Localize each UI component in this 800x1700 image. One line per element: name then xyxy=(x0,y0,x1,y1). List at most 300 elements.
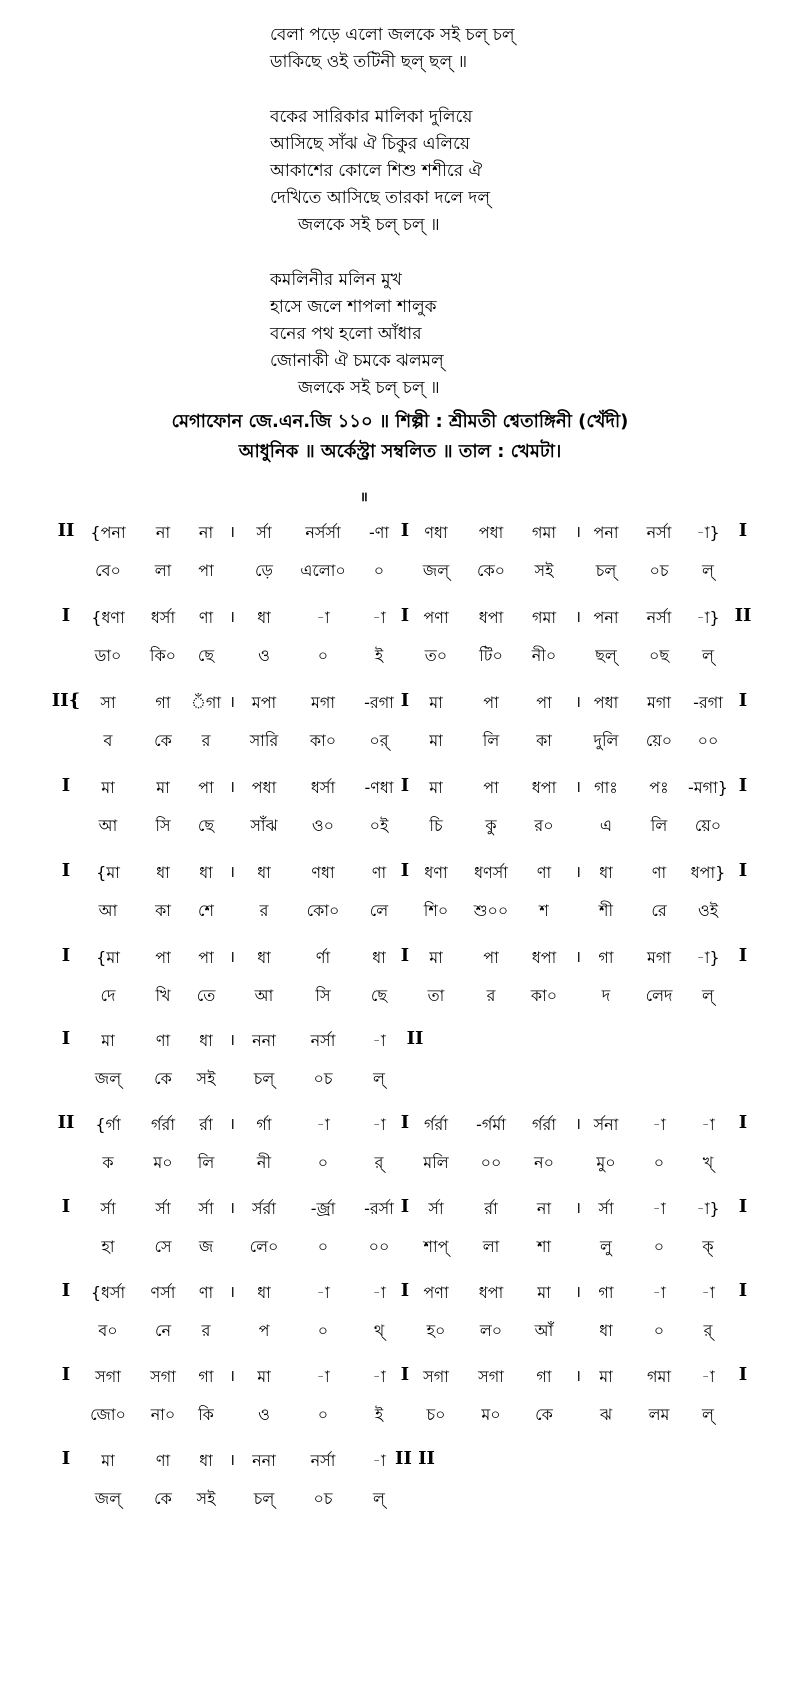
swara-note: ধণা xyxy=(424,863,448,882)
lyric-syllable: ছল্ xyxy=(595,646,617,665)
lyric-line: জোনাকী ঐ চমকে ঝলমল্ xyxy=(270,351,444,371)
swara-note: {র্গা xyxy=(95,1115,121,1134)
lyric-syllable: ছে xyxy=(197,646,215,665)
lyric-syllable: নী xyxy=(256,1153,272,1172)
lyric-syllable: এলো০ xyxy=(300,561,346,580)
lyric-syllable: নী০ xyxy=(531,646,557,665)
lyric-syllable: সাঁঝ xyxy=(250,816,278,835)
bar-line: I xyxy=(400,775,410,796)
swara-note: র্রা xyxy=(484,1199,498,1218)
lyric-syllable: ০ xyxy=(317,1237,329,1256)
swara-note: র্সা xyxy=(598,1199,614,1218)
lyric-syllable: লে xyxy=(369,901,389,920)
lyric-line: জলকে সই চল্ চল্ ॥ xyxy=(298,378,440,398)
notation-row xyxy=(0,775,800,845)
swara-note: -া xyxy=(372,1367,386,1386)
swara-note: মা xyxy=(101,778,115,797)
lyric-syllable: সারি xyxy=(249,731,279,750)
lyric-syllable: মু০ xyxy=(596,1153,616,1172)
swara-note: গা xyxy=(198,1367,214,1386)
swara-note: {পনা xyxy=(90,523,126,542)
swara-note: মা xyxy=(537,1283,551,1302)
lyric-syllable: দে xyxy=(100,986,116,1005)
swara-note: -া xyxy=(316,1115,330,1134)
lyric-syllable: লি xyxy=(197,1153,215,1172)
lyric-syllable: র xyxy=(486,986,496,1005)
lyric-syllable: চল্ xyxy=(595,561,617,580)
lyric-syllable: ০ছ xyxy=(648,646,670,665)
bar-line: । xyxy=(228,777,236,796)
lyric-syllable: সই xyxy=(196,1069,216,1088)
bar-line: । xyxy=(574,777,582,796)
swara-note: র্ণা xyxy=(315,948,331,967)
swara-note: ধর্সা xyxy=(150,608,176,627)
swara-line xyxy=(0,1196,800,1226)
bar-line: I xyxy=(738,1364,748,1385)
swara-note: মগা xyxy=(646,948,672,967)
swara-note: ণা xyxy=(651,863,667,882)
swara-note: মা xyxy=(257,1367,271,1386)
swara-note: মা xyxy=(101,1031,115,1050)
swara-note: ণা xyxy=(198,1283,214,1302)
bar-line: । xyxy=(574,947,582,966)
lyric-syllable: ল্ xyxy=(702,646,714,665)
bar-line: I xyxy=(400,860,410,881)
lyric-syllable: শী xyxy=(598,901,614,920)
notation-row xyxy=(0,1280,800,1350)
lyric-syllable: তে xyxy=(196,986,216,1005)
bar-line: II xyxy=(734,605,752,626)
swara-note: পণা xyxy=(423,608,449,627)
lyric-syllable: লা xyxy=(154,561,172,580)
genre-tala-info: আধুনিক ॥ অর্কেস্ট্রা সম্বলিত ॥ তাল : খেমটা। xyxy=(238,441,562,462)
swara-note: পা xyxy=(198,948,214,967)
lyric-syllable: ম০ xyxy=(481,1405,501,1424)
swara-note: পা xyxy=(198,778,214,797)
lyric-syllable: ০ xyxy=(373,561,385,580)
swara-note: পনা xyxy=(593,523,619,542)
bar-line: । xyxy=(574,862,582,881)
lyric-syllable: ক্ xyxy=(702,1237,714,1256)
swara-note: পা xyxy=(483,778,499,797)
notation-start-mark: ॥ xyxy=(360,490,368,505)
lyric-syllable: টি০ xyxy=(479,646,503,665)
bar-line: I xyxy=(61,945,71,966)
swara-line xyxy=(0,1028,800,1058)
lyric-syllable: কে xyxy=(154,731,172,750)
swara-note: -ণা xyxy=(368,523,390,542)
lyric-syllable-line xyxy=(0,558,800,588)
bar-line: । xyxy=(574,1114,582,1133)
lyric-syllable: সই xyxy=(196,1489,216,1508)
swara-note: -া} xyxy=(696,608,720,627)
swara-line xyxy=(0,605,800,635)
lyric-syllable: ০০ xyxy=(368,1237,390,1256)
notation-row xyxy=(0,520,800,590)
lyric-syllable: পা xyxy=(198,561,214,580)
notation-row xyxy=(0,1364,800,1434)
lyric-syllable: র্ xyxy=(374,1153,384,1172)
swara-note: পধা xyxy=(251,778,277,797)
lyric-syllable: ব xyxy=(103,731,113,750)
notation-row xyxy=(0,690,800,760)
lyric-syllable: র xyxy=(259,901,269,920)
lyric-syllable: কু xyxy=(485,816,497,835)
lyric-syllable-line xyxy=(0,983,800,1013)
lyric-syllable: য়ে০ xyxy=(645,731,673,750)
swara-note: নর্সা xyxy=(310,1031,336,1050)
bar-line: I xyxy=(738,945,748,966)
swara-note: মগা xyxy=(310,693,336,712)
swara-note: সগা xyxy=(150,1367,176,1386)
swara-note: -া xyxy=(701,1283,715,1302)
swara-note: -রগা xyxy=(693,693,723,712)
lyric-syllable: হা xyxy=(101,1237,115,1256)
lyric-syllable: কো০ xyxy=(306,901,340,920)
swara-note: র্সা xyxy=(256,523,272,542)
swara-note: ধা xyxy=(156,863,170,882)
swara-note: -রগা xyxy=(364,693,394,712)
swara-note: নর্সা xyxy=(646,523,672,542)
lyric-syllable: ০ xyxy=(317,1153,329,1172)
lyric-syllable: তা xyxy=(427,986,445,1005)
bar-line: II II xyxy=(395,1448,435,1469)
lyric-syllable: ক xyxy=(102,1153,114,1172)
lyric-syllable: সে xyxy=(154,1237,172,1256)
lyric-syllable: লি xyxy=(650,816,668,835)
bar-line: I xyxy=(400,690,410,711)
lyric-syllable: আ xyxy=(98,901,118,920)
bar-line: II{ xyxy=(51,690,81,711)
swara-note: গাঃ xyxy=(594,778,618,797)
swara-note: র্গা xyxy=(256,1115,272,1134)
swara-note: -া} xyxy=(696,1199,720,1218)
lyric-syllable: না০ xyxy=(150,1405,176,1424)
lyric-syllable: ড়ে xyxy=(255,561,273,580)
bar-line: I xyxy=(400,945,410,966)
lyric-syllable: নে xyxy=(154,1321,172,1340)
lyric-syllable: ছে xyxy=(197,816,215,835)
swara-line xyxy=(0,1448,800,1478)
swara-note: র্রা xyxy=(199,1115,213,1134)
bar-line: । xyxy=(574,1366,582,1385)
bar-line: I xyxy=(61,1028,71,1049)
swara-note: -া xyxy=(652,1115,666,1134)
swara-line xyxy=(0,1364,800,1394)
lyric-syllable: কে০ xyxy=(476,561,506,580)
swara-note: পা xyxy=(483,948,499,967)
lyric-syllable-line xyxy=(0,1066,800,1096)
lyric-syllable: লম xyxy=(648,1405,670,1424)
bar-line: । xyxy=(228,1282,236,1301)
bar-line: । xyxy=(228,862,236,881)
swara-note: র্সা xyxy=(155,1199,171,1218)
bar-line: । xyxy=(228,1030,236,1049)
bar-line: I xyxy=(61,1280,71,1301)
lyric-syllable: ঝ xyxy=(599,1405,613,1424)
bar-line: I xyxy=(61,860,71,881)
lyric-syllable: আ xyxy=(98,816,118,835)
lyric-syllable: ল্ xyxy=(702,1405,714,1424)
bar-line: I xyxy=(738,520,748,541)
lyric-syllable: জো০ xyxy=(90,1405,126,1424)
swara-note: -া xyxy=(372,1451,386,1470)
lyric-syllable: ০চ xyxy=(313,1069,333,1088)
swara-note: ধপা xyxy=(531,948,557,967)
notation-row xyxy=(0,1196,800,1266)
swara-note: -া xyxy=(372,608,386,627)
swara-note: ণর্সা xyxy=(150,1283,176,1302)
lyric-line: বনের পথ হলো আঁধার xyxy=(270,324,422,344)
lyric-syllable-line xyxy=(0,643,800,673)
swara-line xyxy=(0,945,800,975)
swara-note: পণা xyxy=(423,1283,449,1302)
swara-note: ধপা xyxy=(478,1283,504,1302)
bar-line: । xyxy=(228,1114,236,1133)
swara-note: -া xyxy=(372,1115,386,1134)
swara-note: -া xyxy=(701,1115,715,1134)
lyric-syllable: ল০ xyxy=(479,1321,503,1340)
lyric-syllable: ত০ xyxy=(424,646,448,665)
swara-line xyxy=(0,860,800,890)
lyric-syllable-line xyxy=(0,1234,800,1264)
bar-line: । xyxy=(574,692,582,711)
lyric-syllable: খ্ xyxy=(702,1153,714,1172)
swara-note: ঁগা xyxy=(190,693,222,712)
lyric-syllable: ছে xyxy=(370,986,388,1005)
lyric-syllable: ০র্ xyxy=(369,731,389,750)
swara-note: ধা xyxy=(372,948,386,967)
swara-note: -া xyxy=(316,608,330,627)
swara-note: পা xyxy=(155,948,171,967)
lyric-syllable: ০ xyxy=(653,1153,665,1172)
bar-line: I xyxy=(400,1112,410,1133)
swara-note: মা xyxy=(429,948,443,967)
bar-line: I xyxy=(738,1280,748,1301)
swara-note: -া xyxy=(372,1283,386,1302)
swara-note: -া xyxy=(652,1199,666,1218)
lyric-syllable: ০ই xyxy=(369,816,389,835)
swara-line xyxy=(0,1280,800,1310)
lyric-line: দেখিতে আসিছে তারকা দলে দল্ xyxy=(270,188,491,208)
bar-line: I xyxy=(400,1280,410,1301)
stanza-gap xyxy=(270,239,515,267)
lyric-syllable: লি xyxy=(482,731,500,750)
swara-note: র্সা xyxy=(428,1199,444,1218)
lyric-syllable: শু০০ xyxy=(473,901,509,920)
swara-note: {ধণা xyxy=(91,608,125,627)
lyric-syllable: ০০ xyxy=(480,1153,502,1172)
bar-line: । xyxy=(228,692,236,711)
swara-note: পনা xyxy=(593,608,619,627)
swara-note: পধা xyxy=(478,523,504,542)
lyric-syllable: ম০ xyxy=(153,1153,173,1172)
swara-note: -া xyxy=(372,1031,386,1050)
lyric-syllable: সি xyxy=(155,816,171,835)
swara-note: র্গর্রা xyxy=(151,1115,175,1134)
swara-note: পঃ xyxy=(649,778,669,797)
bar-line: । xyxy=(228,1366,236,1385)
swara-note: ণধা xyxy=(424,523,448,542)
swara-note: ণা xyxy=(155,1031,171,1050)
bar-line: I xyxy=(400,1196,410,1217)
swara-note: ণা xyxy=(536,863,552,882)
lyric-syllable-line xyxy=(0,1150,800,1180)
lyric-syllable: ০ xyxy=(653,1237,665,1256)
swara-note: র্সা xyxy=(100,1199,116,1218)
swara-note: র্গর্রা xyxy=(424,1115,448,1134)
swara-note: ধপা xyxy=(531,778,557,797)
lyric-syllable: ও০ xyxy=(311,816,335,835)
swara-note: না xyxy=(536,1199,552,1218)
lyric-syllable: চি xyxy=(429,816,443,835)
lyric-line: কমলিনীর মলিন মুখ xyxy=(270,270,402,290)
lyric-syllable-line xyxy=(0,728,800,758)
swara-note: র্সা xyxy=(198,1199,214,1218)
lyric-syllable: ও xyxy=(258,646,270,665)
swara-note: -া} xyxy=(696,948,720,967)
swara-note: {ধর্সা xyxy=(90,1283,126,1302)
bar-line: I xyxy=(61,1196,71,1217)
swara-note: পধা xyxy=(593,693,619,712)
lyric-syllable: ০ xyxy=(317,1405,329,1424)
bar-line: I xyxy=(738,1196,748,1217)
lyric-syllable: থ্ xyxy=(373,1321,385,1340)
swara-note: -ণধা xyxy=(364,778,394,797)
swara-note: -া xyxy=(701,1367,715,1386)
lyric-syllable: ল্ xyxy=(702,561,714,580)
swara-note: ণা xyxy=(371,863,387,882)
notation-row xyxy=(0,945,800,1015)
lyric-line: ডাকিছে ওই তটিনী ছল্ ছল্ ॥ xyxy=(270,52,468,72)
lyric-syllable: র xyxy=(201,1321,211,1340)
swara-note: -র্জ্রা xyxy=(310,1199,336,1218)
lyric-syllable: রে xyxy=(651,901,667,920)
swara-note: র্সর্রা xyxy=(251,1199,277,1218)
lyric-syllable: ০ xyxy=(653,1321,665,1340)
notation-row xyxy=(0,605,800,675)
swara-note: ধপা xyxy=(478,608,504,627)
lyric-syllable: ল্ xyxy=(373,1069,385,1088)
swara-line xyxy=(0,775,800,805)
lyric-syllable: দ xyxy=(601,986,611,1005)
lyric-syllable: কা০ xyxy=(530,986,558,1005)
swara-note: গা xyxy=(598,1283,614,1302)
lyric-syllable: র xyxy=(201,731,211,750)
notation-row xyxy=(0,860,800,930)
lyric-syllable: ০ xyxy=(317,1321,329,1340)
lyric-syllable: চল্ xyxy=(253,1069,275,1088)
bar-line: । xyxy=(228,1450,236,1469)
bar-line: I xyxy=(61,1364,71,1385)
notation-row xyxy=(0,1448,800,1518)
lyric-syllable: ধা xyxy=(599,1321,613,1340)
swara-line xyxy=(0,690,800,720)
swara-note: সগা xyxy=(95,1367,121,1386)
swara-note: ধা xyxy=(199,1031,213,1050)
swara-note: মা xyxy=(599,1367,613,1386)
swara-note: নর্সর্সা xyxy=(305,523,341,542)
lyric-syllable: চ০ xyxy=(426,1405,446,1424)
swara-note: ননা xyxy=(252,1031,276,1050)
swara-note: ধা xyxy=(257,863,271,882)
lyric-syllable: এ xyxy=(599,816,613,835)
lyric-syllable: ই xyxy=(374,1405,384,1424)
lyric-syllable: ল্ xyxy=(373,1489,385,1508)
lyric-syllable: শা xyxy=(536,1237,552,1256)
lyric-syllable-line xyxy=(0,1486,800,1516)
lyric-syllable: ই xyxy=(374,646,384,665)
lyric-syllable: কি xyxy=(198,1405,214,1424)
lyric-syllable: লে০ xyxy=(249,1237,279,1256)
lyric-syllable: র০ xyxy=(534,816,554,835)
lyric-syllable: লু xyxy=(600,1237,612,1256)
lyric-syllable: ০ xyxy=(317,646,329,665)
record-info: মেগাফোন জে.এন.জি ১১০ ॥ শিল্পী : শ্রীমতী শ্বেতাঙ্গিনী (খেঁদী) xyxy=(171,411,629,432)
swara-note: গমা xyxy=(646,1367,672,1386)
lyric-syllable: শি০ xyxy=(423,901,449,920)
lyric-syllable: ও xyxy=(258,1405,270,1424)
swara-note: ণা xyxy=(155,1451,171,1470)
lyric-syllable: চল্ xyxy=(253,1489,275,1508)
lyric-syllable: ০চ xyxy=(649,561,669,580)
swara-note: -মগা} xyxy=(688,778,728,797)
lyric-syllable: দুলি xyxy=(593,731,619,750)
swara-note: পা xyxy=(483,693,499,712)
lyric-line: বকের সারিকার মালিকা দুলিয়ে xyxy=(270,107,473,127)
lyric-syllable: মলি xyxy=(423,1153,449,1172)
swara-note: র্গর্রা xyxy=(532,1115,556,1134)
bar-line: I xyxy=(738,775,748,796)
swara-note: মপা xyxy=(251,693,277,712)
lyric-line: হাসে জলে শাপলা শালুক xyxy=(270,297,437,317)
bar-line: I xyxy=(61,775,71,796)
bar-line: II xyxy=(57,1112,75,1133)
lyric-syllable: ব০ xyxy=(98,1321,118,1340)
swara-note: ণধা xyxy=(311,863,335,882)
swara-note: -া} xyxy=(696,523,720,542)
song-lyrics xyxy=(270,22,515,402)
lyric-syllable: র্ xyxy=(703,1321,713,1340)
swara-note: গা xyxy=(598,948,614,967)
bar-line: I xyxy=(400,605,410,626)
swara-note: -া xyxy=(652,1283,666,1302)
swara-note: গমা xyxy=(531,608,557,627)
lyric-syllable: আঁ xyxy=(534,1321,554,1340)
bar-line: II xyxy=(406,1028,424,1049)
lyric-line: আসিছে সাঁঝ ঐ চিকুর এলিয়ে xyxy=(270,134,470,154)
lyric-syllable: জল্ xyxy=(94,1489,122,1508)
swara-note: ধা xyxy=(257,948,271,967)
swara-note: {মা xyxy=(96,863,120,882)
swara-note: ধা xyxy=(199,1451,213,1470)
swara-note: পা xyxy=(536,693,552,712)
bar-line: I xyxy=(400,520,410,541)
lyric-syllable: ০০ xyxy=(697,731,719,750)
notation-row xyxy=(0,1112,800,1182)
swara-line xyxy=(0,1112,800,1142)
lyric-syllable-line xyxy=(0,1402,800,1432)
bar-line: I xyxy=(61,605,71,626)
swara-note: নর্সা xyxy=(646,608,672,627)
swara-note: ধা xyxy=(257,1283,271,1302)
lyric-syllable-line xyxy=(0,898,800,928)
lyric-syllable: কে xyxy=(154,1069,172,1088)
stanza-gap xyxy=(270,76,515,104)
swara-note: গা xyxy=(536,1367,552,1386)
lyric-syllable-line xyxy=(0,1318,800,1348)
bar-line: । xyxy=(228,1198,236,1217)
